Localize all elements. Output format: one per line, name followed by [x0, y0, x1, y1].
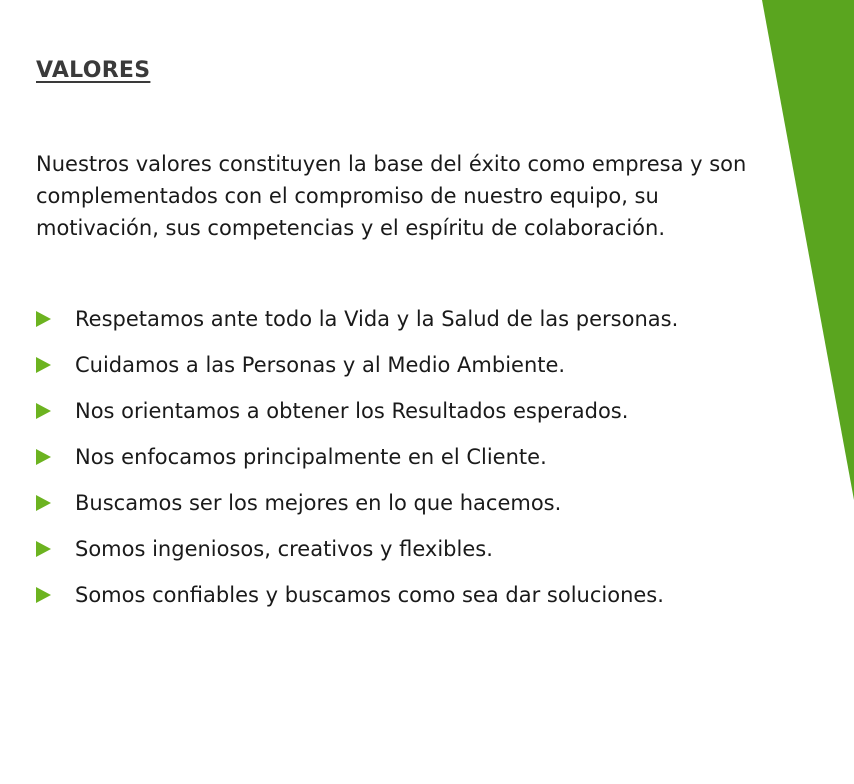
slide-title: VALORES [36, 58, 151, 83]
triangle-right-icon [36, 357, 51, 373]
intro-paragraph: Nuestros valores constituyen la base del éxito como empresa y son complementados con el compromiso de nuestro equipo, su motivación, sus competencias y el espíritu de colaboración. [36, 152, 747, 240]
triangle-right-icon [36, 449, 51, 465]
triangle-right-icon [36, 403, 51, 419]
list-item-text: Cuidamos a las Personas y al Medio Ambiente. [75, 353, 566, 377]
list-item-text: Somos confiables y buscamos como sea dar soluciones. [75, 583, 664, 607]
list-item [36, 579, 678, 625]
list-item [36, 395, 678, 441]
triangle-right-icon [36, 311, 51, 327]
triangle-right-icon [36, 495, 51, 511]
list-item-text: Respetamos ante todo la Vida y la Salud de las personas. [75, 307, 679, 331]
list-item [36, 441, 678, 487]
triangle-right-icon [36, 541, 51, 557]
list-item-text: Somos ingeniosos, creativos y flexibles. [75, 537, 493, 561]
list-item [36, 303, 678, 349]
list-item [36, 487, 678, 533]
list-item-text: Nos orientamos a obtener los Resultados esperados. [75, 399, 629, 423]
list-item [36, 533, 678, 579]
list-item-text: Nos enfocamos principalmente en el Cliente. [75, 445, 547, 469]
list-item-text: Buscamos ser los mejores en lo que hacemos. [75, 491, 562, 515]
values-list [36, 303, 678, 625]
triangle-right-icon [36, 587, 51, 603]
list-item [36, 349, 678, 395]
